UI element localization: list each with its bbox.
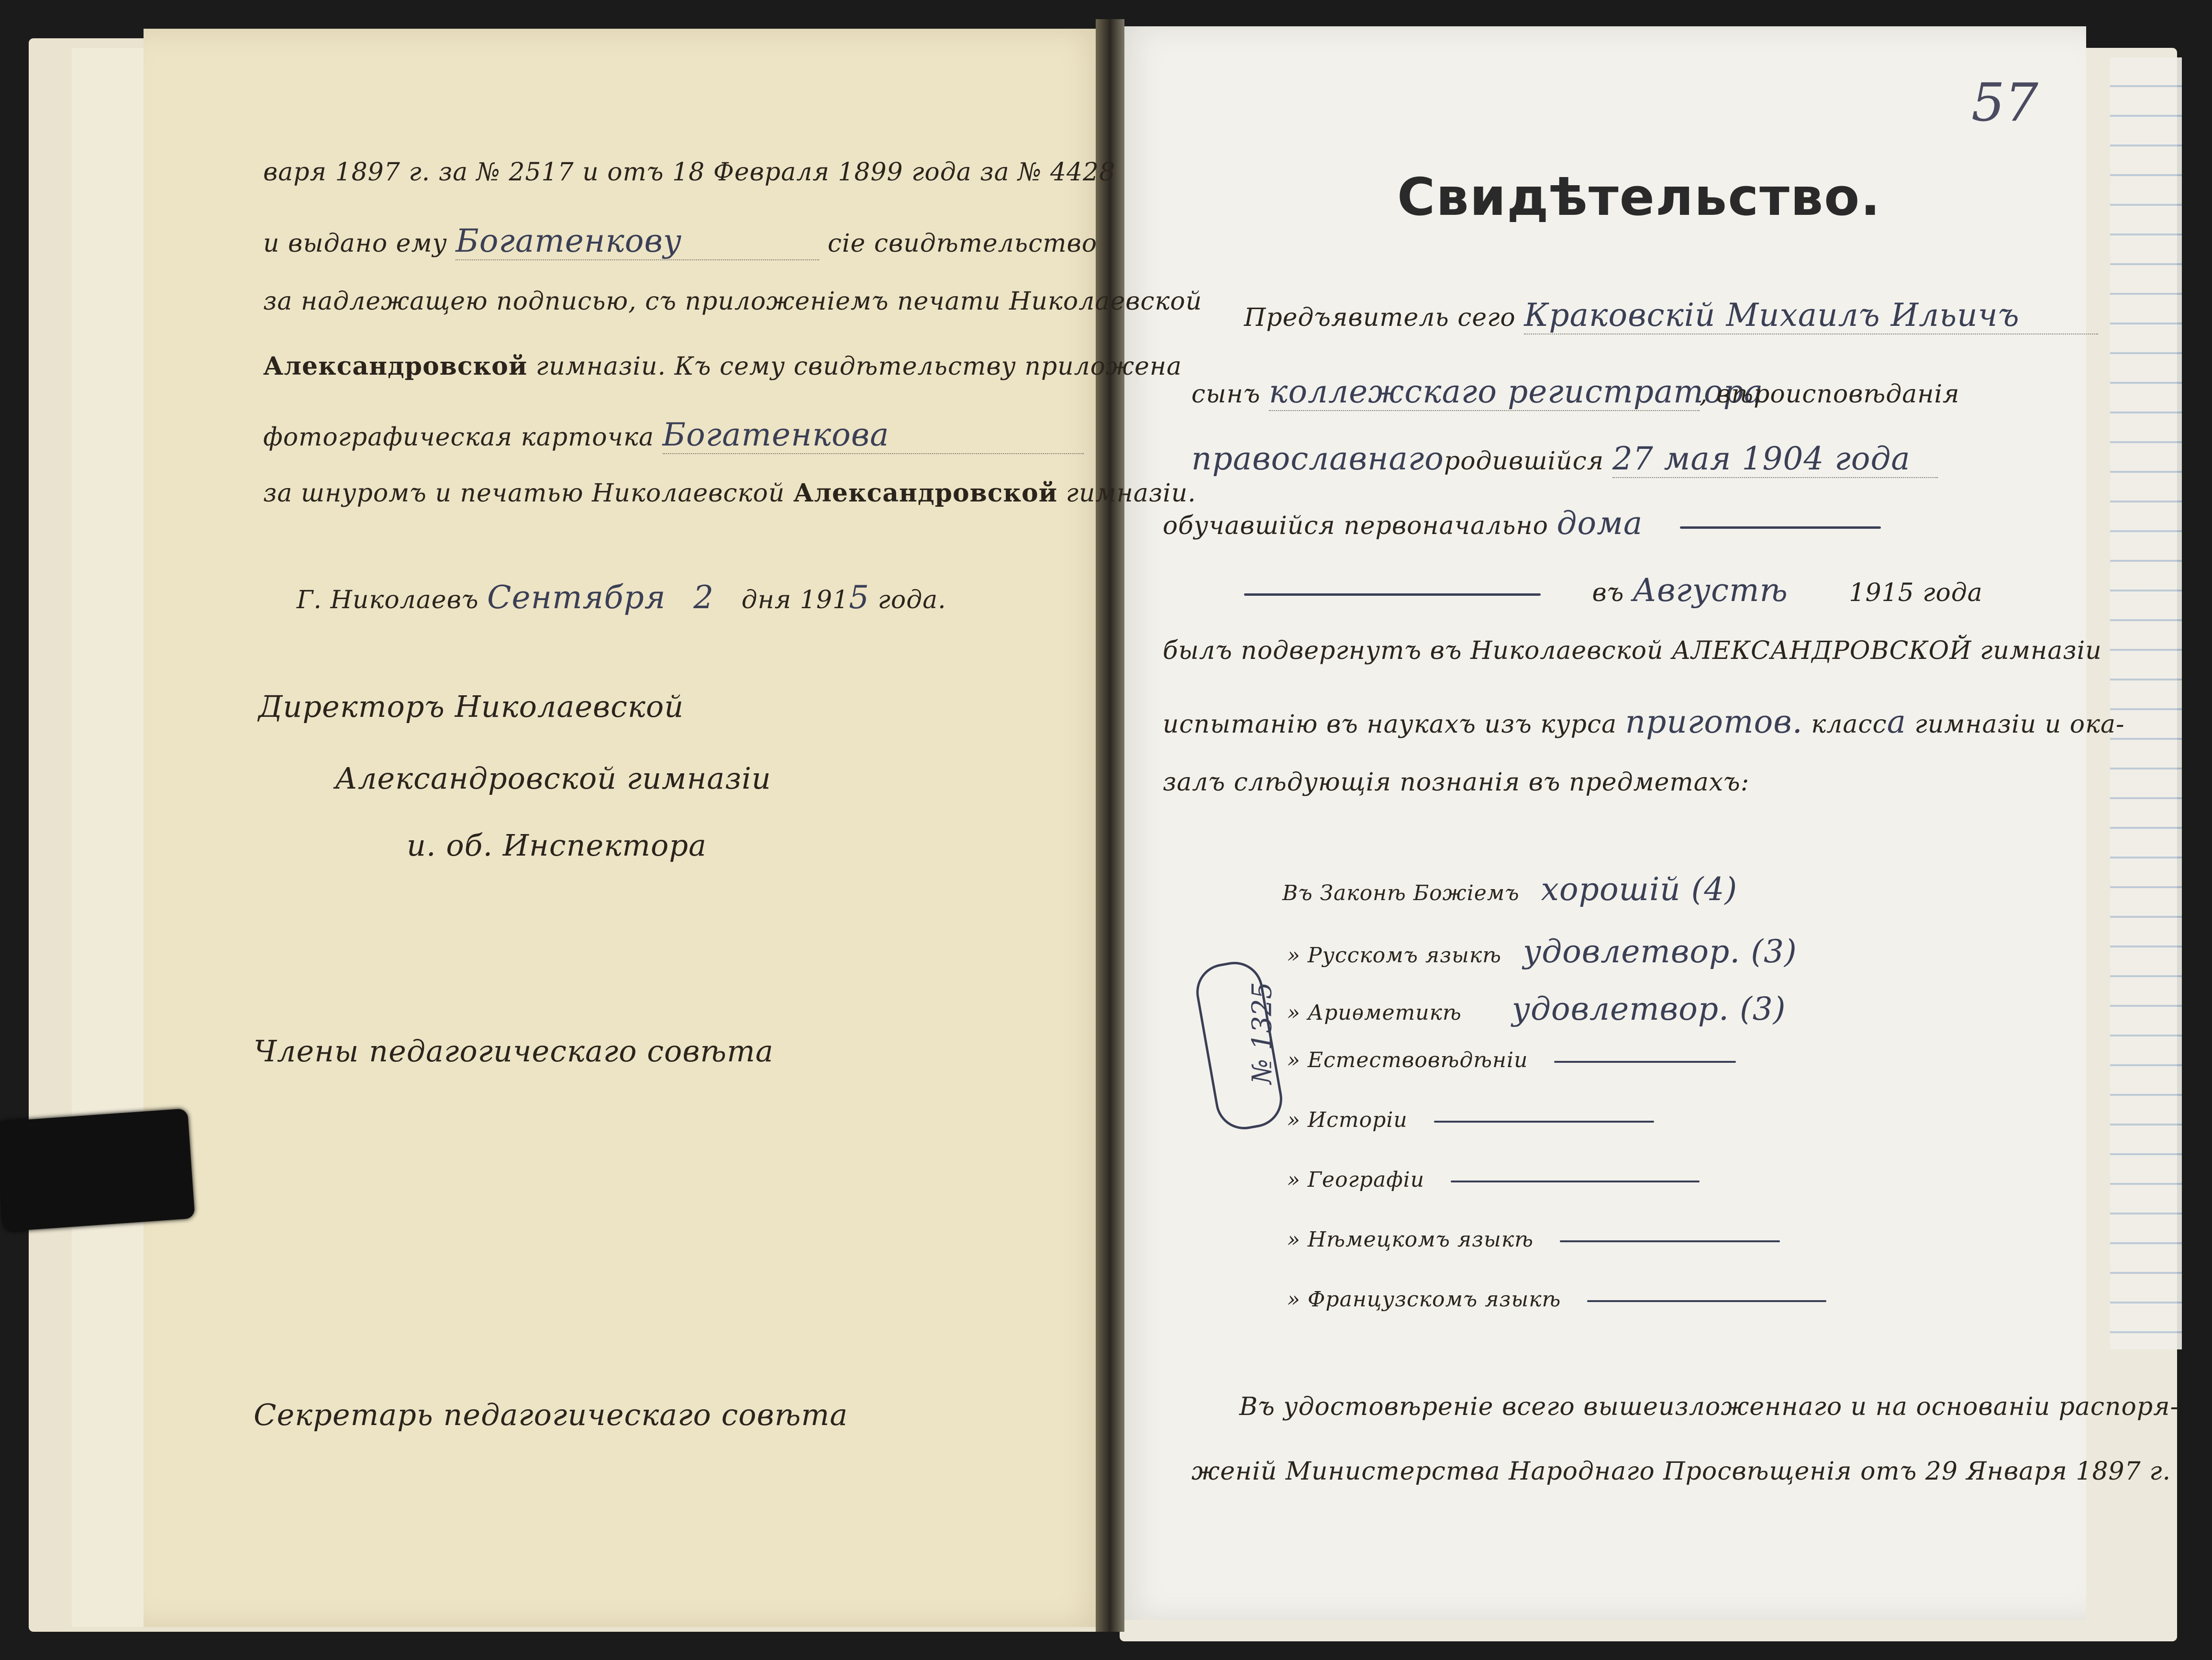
blank-dash [1451,1181,1700,1182]
subject-row: » Нѣмецкомъ языкѣ [1287,1227,1780,1252]
blank-dash [1554,1061,1736,1063]
left-line-5: фотографическая карточка Богатенкова [263,416,1084,454]
director-line-2: Александровской гимназіи [335,761,771,796]
handwritten-course: приготов. [1625,703,1803,740]
handwritten-exam-month: Августѣ [1633,572,1788,609]
handwritten-recipient: Богатенкову [456,223,819,260]
page-number: 57 [1971,72,2038,133]
closing-line-1: Въ удостовѣреніе всего вышеизложеннаго и на основаніи распоря- [1239,1393,2179,1421]
course-line: испытанію въ наукахъ изъ курса приготов. класса гимназіи и ока- [1163,703,2125,740]
blank-dash [1560,1240,1780,1242]
left-line-2: и выдано ему Богатенкову сіе свидѣтельство [263,223,1098,259]
document-title: Свидѣтельство. [1397,167,1881,227]
black-binding-tape [0,1108,195,1231]
council-secretary-label: Секретарь педагогическаго совѣта [254,1397,848,1432]
handwritten-studied-place: дома [1556,505,1643,542]
holder-line: Предъявитель сего Краковскій Михаилъ Ильичъ [1244,297,2098,334]
son-line: сынъ коллежскаго регистратора, вѣроисповѣданія [1191,373,1960,410]
left-line-6: за шнуромъ и печатью Николаевской Александровской гимназіи. [263,479,1196,508]
left-date-line: Г. Николаевъ Сентября 2 дня 1915 года. [297,579,946,616]
left-line-3: за надлежащею подписью, съ приложеніемъ печати Николаевской [263,287,1202,316]
director-line-3: и. об. Инспектора [407,828,707,863]
register-number-stamp: № 1325 [1192,958,1287,1134]
director-line-1: Директоръ Николаевской [258,689,684,724]
subject-row: » Французскомъ языкѣ [1287,1287,1826,1312]
handwritten-holder-name: Краковскій Михаилъ Ильичъ [1524,297,2098,334]
exam-date-line: въ Августѣ 1915 года [1244,572,1983,609]
subject-grade: удовлетвор. (3) [1523,933,1797,970]
blank-dash [1587,1300,1826,1302]
book-gutter [1096,19,1124,1632]
subject-row: » Ариѳметикѣ удовлетвор. (3) [1287,991,1786,1027]
handwritten-photo-name: Богатенкова [663,416,1084,454]
subject-row: » Исторіи [1287,1108,1654,1132]
left-line-4: Александровской гимназіи. Къ сему свидѣтельству приложена [263,352,1182,381]
right-page [1115,26,2086,1620]
subject-row: Въ Законѣ Божіемъ хорошій (4) [1282,871,1738,908]
council-members-label: Члены педагогическаго совѣта [254,1034,774,1069]
subject-row: » Географіи [1287,1168,1700,1192]
blank-dash [1244,593,1541,596]
blank-dash [1680,526,1881,529]
subject-row: » Естествовѣдѣніи [1287,1048,1736,1072]
left-line-1: варя 1897 г. за № 2517 и отъ 18 Февраля 1899 года за № 4428 [263,158,1116,187]
studied-line: обучавшійся первоначально дома [1163,505,1881,542]
subject-grade: хорошій (4) [1541,871,1738,908]
birth-line: православнагородившійся 27 мая 1904 года [1191,440,1938,478]
subjected-line: былъ подвергнутъ въ Николаевской АЛЕКСАНДРОВСКОЙ гимназіи [1163,636,2102,665]
blank-dash [1434,1121,1654,1123]
handwritten-birth-date: 27 мая 1904 года [1612,440,1938,478]
subject-row: » Русскомъ языкѣ удовлетвор. (3) [1287,933,1797,970]
closing-line-2: женій Министерства Народнаго Просвѣщенія отъ 29 Января 1897 г. [1191,1457,2171,1486]
showed-line: залъ слѣдующія познанія въ предметахъ: [1163,768,1750,797]
handwritten-father-rank: коллежскаго регистратора [1268,373,1764,410]
handwritten-faith: православнаго [1191,440,1444,477]
subject-grade: удовлетвор. (3) [1512,991,1786,1027]
